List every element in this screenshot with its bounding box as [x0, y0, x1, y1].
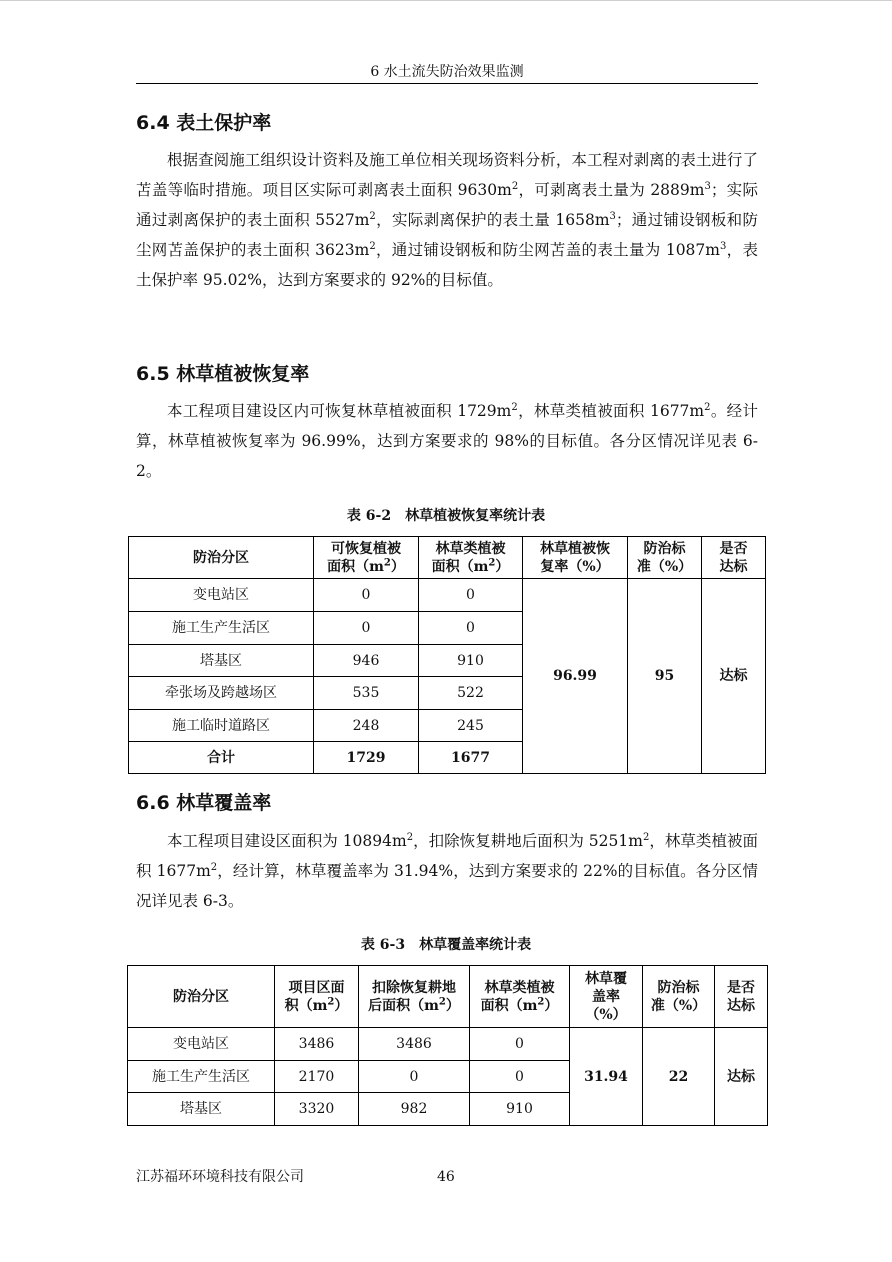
table-6-3: [127, 965, 768, 1126]
footer-company: 江苏福环环境科技有限公司: [136, 1169, 304, 1185]
header-recovery-rate: 林草植被恢 复率（%）: [523, 537, 628, 579]
header-recoverable-area: 可恢复植被 面积$(m^2)$: [314, 537, 419, 579]
header-standard: 防治标 准（%）: [643, 966, 715, 1028]
cell-vegetation: 522: [419, 677, 523, 710]
section-heading-6-4: 6.4 表土保护率: [136, 112, 272, 134]
cell-zone: 变电站区: [129, 579, 314, 612]
cell-vegetation: 910: [470, 1093, 570, 1126]
cell-area: 3486: [275, 1028, 359, 1061]
cell-deducted: 0: [359, 1061, 470, 1093]
cell-vegetation: 910: [419, 645, 523, 677]
cell-pass: 达标: [702, 579, 766, 774]
cell-pass: 达标: [715, 1028, 768, 1126]
cell-vegetation: 0: [419, 579, 523, 612]
cell-zone: 施工临时道路区: [129, 710, 314, 742]
table-row: [128, 1028, 768, 1061]
table-6-2-caption: 表 6-2 林草植被恢复率统计表: [346, 508, 546, 524]
cell-vegetation: 0: [419, 612, 523, 645]
cell-standard: 22: [643, 1028, 715, 1126]
header-coverage-rate: 林草覆 盖率 （%）: [570, 966, 643, 1028]
header-zone: 防治分区: [128, 966, 275, 1028]
cell-zone: 牵张场及跨越场区: [129, 677, 314, 710]
paragraph-topsoil-protection: 根据查阅施工组织设计资料及施工单位相关现场资料分析，本工程对剥离的表土进行了苫盖等临时措施。项目区实际可剥离表土面积 $9630m^2$，可剥离表土量为 $2889m^3$；实际通过剥离保护的表土面积 $5527m^2$，实际剥离保护的表土量 $1658m^3$；通过铺设钢板和防尘网苫盖保护的表土面积 $3623m^2$，通过铺设钢板和防尘网苫盖的表土量为 $1087m^3$，表土保护率 95.02%，达到方案要求的 92%的目标值。: [136, 151, 758, 289]
cell-total-label: 合计: [129, 742, 314, 774]
cell-vegetation: 245: [419, 710, 523, 742]
cell-deducted: 982: [359, 1093, 470, 1126]
cell-zone: 塔基区: [129, 645, 314, 677]
header-rule: [136, 83, 758, 84]
cell-total-recoverable: 1729: [314, 742, 419, 774]
paragraph-vegetation-coverage: 本工程项目建设区面积为 $10894m^2$，扣除恢复耕地后面积为 $5251m^2$，林草类植被面积 $1677m^2$，经计算，林草覆盖率为 31.94%，达到方案要求的 22%的目标值。各分区情况详见表 6-3。: [136, 831, 758, 910]
cell-total-vegetation: 1677: [419, 742, 523, 774]
cell-recoverable: 535: [314, 677, 419, 710]
section-heading-6-6: 6.6 林草覆盖率: [136, 792, 272, 814]
cell-coverage-rate: 31.94: [570, 1028, 643, 1126]
cell-recoverable: 0: [314, 612, 419, 645]
header-pass: 是否 达标: [715, 966, 768, 1028]
header-zone: 防治分区: [129, 537, 314, 579]
page-top-border: [0, 0, 892, 1]
cell-zone: 施工生产生活区: [129, 612, 314, 645]
cell-zone: 施工生产生活区: [128, 1061, 275, 1093]
cell-zone: 塔基区: [128, 1093, 275, 1126]
cell-recoverable: 946: [314, 645, 419, 677]
cell-area: 3320: [275, 1093, 359, 1126]
header-vegetation-area: 林草类植被 面积$(m^2)$: [470, 966, 570, 1028]
cell-recoverable: 0: [314, 579, 419, 612]
table-6-3-caption: 表 6-3 林草覆盖率统计表: [360, 937, 532, 953]
cell-recovery-rate: 96.99: [523, 579, 628, 774]
header-standard: 防治标 准（%）: [628, 537, 702, 579]
cell-vegetation: 0: [470, 1028, 570, 1061]
running-header: 6 水土流失防治效果监测: [370, 64, 524, 80]
cell-area: 2170: [275, 1061, 359, 1093]
header-pass: 是否 达标: [702, 537, 766, 579]
cell-zone: 变电站区: [128, 1028, 275, 1061]
cell-standard: 95: [628, 579, 702, 774]
table-header-row: [128, 966, 768, 1028]
table-header-row: [129, 537, 766, 579]
cell-deducted: 3486: [359, 1028, 470, 1061]
header-deducted-area: 扣除恢复耕地 后面积$(m^2)$: [359, 966, 470, 1028]
cell-vegetation: 0: [470, 1061, 570, 1093]
section-heading-6-5: 6.5 林草植被恢复率: [136, 363, 310, 385]
header-vegetation-area: 林草类植被 面积$(m^2)$: [419, 537, 523, 579]
header-project-area: 项目区面 积$(m^2)$: [275, 966, 359, 1028]
paragraph-vegetation-recovery: 本工程项目建设区内可恢复林草植被面积 $1729m^2$，林草类植被面积 $1677m^2$。经计算，林草植被恢复率为 96.99%，达到方案要求的 98%的目标值。各分区情况详见表 6-2。: [136, 401, 758, 480]
page-number: 46: [437, 1169, 455, 1185]
table-6-2: [128, 536, 766, 774]
cell-recoverable: 248: [314, 710, 419, 742]
table-row: [129, 579, 766, 612]
